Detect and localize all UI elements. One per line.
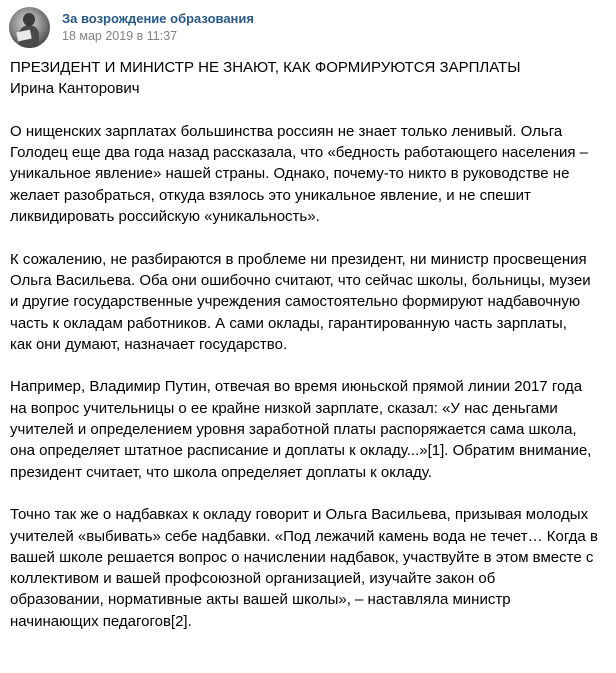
community-avatar[interactable] [9, 7, 50, 48]
post-date-link[interactable]: 18 мар 2019 в 11:37 [62, 28, 178, 43]
post-header-text [62, 10, 254, 45]
paragraph-line: Ольга Васильева. Оба они ошибочно считают, что сейчас школы, больницы, музеи [10, 271, 591, 289]
avatar-figure-head [23, 13, 35, 26]
paragraph-line: начинающих педагогов[2]. [10, 612, 192, 630]
paragraph-line: Например, Владимир Путин, отвечая во время июньской прямой линии 2017 года [10, 378, 583, 396]
paragraph-line: на вопрос учительницы о ее крайне низкой зарплате, сказал: «У нас деньгами [10, 399, 558, 417]
paragraph-1 [10, 121, 610, 227]
post-body [10, 57, 610, 632]
paragraph-line: Голодец еще два года назад рассказала, что «бедность работающего населения – [10, 144, 589, 162]
paragraph-4 [10, 504, 610, 632]
paragraph-line: вашей школе решается вопрос о начислении надбавок, участвуйте в этом вместе с [10, 548, 594, 566]
post-header [9, 5, 254, 49]
paragraph-3 [10, 376, 610, 482]
paragraph-line: часть к окладам работников. А сами оклады, гарантированную часть зарплаты, [10, 314, 567, 332]
community-name-link[interactable]: За возрождение образования [62, 10, 254, 26]
paragraph-line: она определяет штатное расписание и доплаты к окладу...»[1]. Обратим внимание, [10, 442, 592, 460]
paragraph-line: К сожалению, не разбираются в проблеме ни президент, ни министр просвещения [10, 250, 587, 268]
paragraph-line: коллективом и вашей профсоюзной организацией, изучайте закон об [10, 570, 496, 588]
paragraph-2 [10, 249, 610, 355]
paragraph-line: ликвидировать российскую «уникальность». [10, 208, 320, 226]
paragraph-line: Точно так же о надбавках к окладу говорит и Ольга Васильева, призывая молодых [10, 506, 589, 524]
paragraph-line: желает разобраться, откуда взялось это уникальное явление, и не спешит [10, 186, 531, 204]
paragraph-line: О нищенских зарплатах большинства россиян не знает только ленивый. Ольга [10, 122, 563, 140]
post-author: Ирина Канторович [10, 80, 140, 98]
paragraph-line: как они думают, назначает государство. [10, 335, 288, 353]
paragraph-line: президент считает, что школа определяет доплаты к окладу. [10, 463, 432, 481]
paragraph-line: учителей «выбивать» себе надбавки. «Под лежачий камень вода не течет… Когда в [10, 527, 598, 545]
post-title: ПРЕЗИДЕНТ И МИНИСТР НЕ ЗНАЮТ, КАК ФОРМИРУЮТСЯ ЗАРПЛАТЫ [10, 59, 521, 76]
paragraph-line: и другие государственные учреждения самостоятельно формируют надбавочную [10, 293, 581, 311]
paragraph-line: уникальное явление» нашей страны. Однако, почему-то никто в руководстве не [10, 165, 570, 183]
paragraph-line: образовании, нормативные акты вашей школы», – наставляла министр [10, 591, 511, 609]
paragraph-line: учителей и определением уровня заработной платы распоряжается сама школа, [10, 421, 577, 439]
